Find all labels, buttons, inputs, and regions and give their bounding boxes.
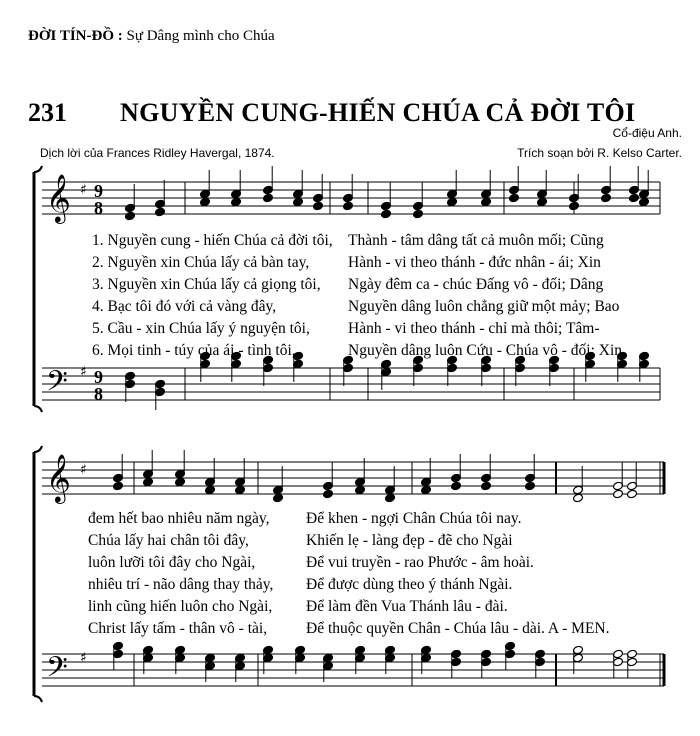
note-head: [451, 481, 462, 491]
note-head: [627, 489, 638, 499]
lyric-phrase: Để khen - ngợi Chân Chúa tôi nay.: [306, 510, 522, 527]
note-head: [629, 193, 640, 203]
lyric-phrase: linh cũng hiến luôn cho Ngài,: [88, 598, 273, 615]
lyrics-credit: Dịch lời của Frances Ridley Havergal, 1874.: [40, 146, 275, 160]
note-head: [273, 493, 284, 503]
key-sharp-icon: ♯: [80, 462, 87, 478]
note-head: [323, 489, 334, 499]
note-head: [421, 485, 432, 495]
note-head: [509, 193, 520, 203]
lyric-phrase: Hành - vi theo thánh - đức nhân - ái; Xin: [348, 254, 601, 271]
lyric-phrase: Nguyền dâng luôn chẳng giữ một mảy; Bao: [348, 298, 620, 315]
lyric-phrase: 6. Mọi tinh - túy của ái - tình tôi,: [92, 342, 296, 359]
lyric-phrase: Để làm đền Vua Thánh lâu - đài.: [306, 598, 508, 615]
lyric-phrase: Christ lấy tấm - thân vô - tài,: [88, 620, 268, 637]
section-category: ĐỜI TÍN-ĐỒ :: [28, 28, 123, 44]
hymn-number: 231: [28, 98, 67, 127]
lyric-phrase: nhiêu trí - não dâng thay thảy,: [88, 576, 274, 593]
arrangement-credit: Trích soạn bởi R. Kelso Carter.: [517, 146, 682, 160]
music-system-2: [0, 440, 700, 710]
lyric-phrase: đem hết bao nhiêu năm ngày,: [88, 510, 270, 527]
lyric-phrase: Hành - vi theo thánh - chỉ mà thôi; Tâm-: [348, 320, 600, 337]
note-head: [639, 197, 650, 207]
treble-clef-icon: 𝄞: [46, 173, 71, 222]
note-head: [447, 197, 458, 207]
note-head: [235, 485, 246, 495]
svg-text:8: 8: [94, 198, 103, 218]
key-sharp-icon: ♯: [80, 364, 87, 380]
note-head: [113, 481, 124, 491]
lyric-phrase: 5. Cầu - xin Chúa lấy ý nguyện tôi,: [92, 320, 310, 337]
lyric-phrase: 3. Nguyền xin Chúa lấy cả giọng tôi,: [92, 276, 321, 293]
note-head: [343, 201, 354, 211]
key-sharp-icon: ♯: [80, 650, 87, 666]
lyric-phrase: Để được dùng theo ý thánh Ngài.: [306, 576, 513, 593]
hymn-title: NGUYỀN CUNG-HIẾN CHÚA CẢ ĐỜI TÔI: [120, 98, 636, 127]
note-head: [205, 485, 216, 495]
note-head: [573, 493, 584, 503]
lyric-phrase: Thành - tâm dâng tất cả muôn mối; Cũng: [348, 232, 604, 249]
note-head: [385, 493, 396, 503]
lyric-phrase: 1. Nguyền cung - hiến Chúa cả đời tôi,: [92, 232, 333, 249]
lyric-phrase: 2. Nguyền xin Chúa lấy cả bàn tay,: [92, 254, 310, 271]
note-head: [231, 197, 242, 207]
note-head: [537, 197, 548, 207]
note-head: [355, 485, 366, 495]
note-head: [175, 477, 186, 487]
lyric-phrase: Để vui truyền - rao Phước - âm hoài.: [306, 554, 534, 571]
note-head: [143, 477, 154, 487]
note-head: [481, 197, 492, 207]
key-sharp-icon: ♯: [80, 182, 87, 198]
lyric-phrase: Khiến lẹ - làng đẹp - đẽ cho Ngài: [306, 532, 513, 549]
note-head: [601, 193, 612, 203]
bass-staff: [42, 654, 664, 686]
note-head: [313, 201, 324, 211]
lyric-phrase: Nguyền dâng luôn Cứu - Chúa vô - đối; Xin: [348, 342, 623, 359]
lyric-phrase: Ngày đêm ca - chúc Đấng vô - đối; Dâng: [348, 276, 604, 293]
svg-text:9: 9: [94, 181, 103, 201]
note-head: [481, 481, 492, 491]
note-head: [381, 209, 392, 219]
treble-clef-icon: 𝄞: [46, 453, 71, 502]
note-head: [293, 197, 304, 207]
treble-staff: [42, 462, 664, 494]
lyric-phrase: 4. Bạc tôi đó với cả vàng đây,: [92, 298, 277, 315]
section-header: [28, 28, 275, 45]
bass-clef-icon: 𝄢: [46, 365, 68, 405]
note-head: [155, 207, 166, 217]
svg-text:9: 9: [94, 367, 103, 387]
note-head: [125, 211, 136, 221]
bass-clef-icon: 𝄢: [46, 651, 68, 691]
lyric-phrase: Chúa lấy hai chân tôi đây,: [88, 532, 249, 549]
note-head: [200, 197, 211, 207]
lyric-phrase: luôn lưỡi tôi đây cho Ngài,: [88, 554, 256, 571]
tune-credit: Cổ-điệu Anh.: [612, 126, 682, 140]
note-head: [613, 489, 624, 499]
section-subcategory: Sự Dâng mình cho Chúa: [126, 28, 275, 44]
lyric-phrase: Để thuộc quyền Chân - Chúa lâu - dài. A - MEN.: [306, 620, 610, 637]
note-head: [413, 209, 424, 219]
note-head: [525, 481, 536, 491]
svg-text:8: 8: [94, 384, 103, 404]
note-head: [263, 193, 274, 203]
